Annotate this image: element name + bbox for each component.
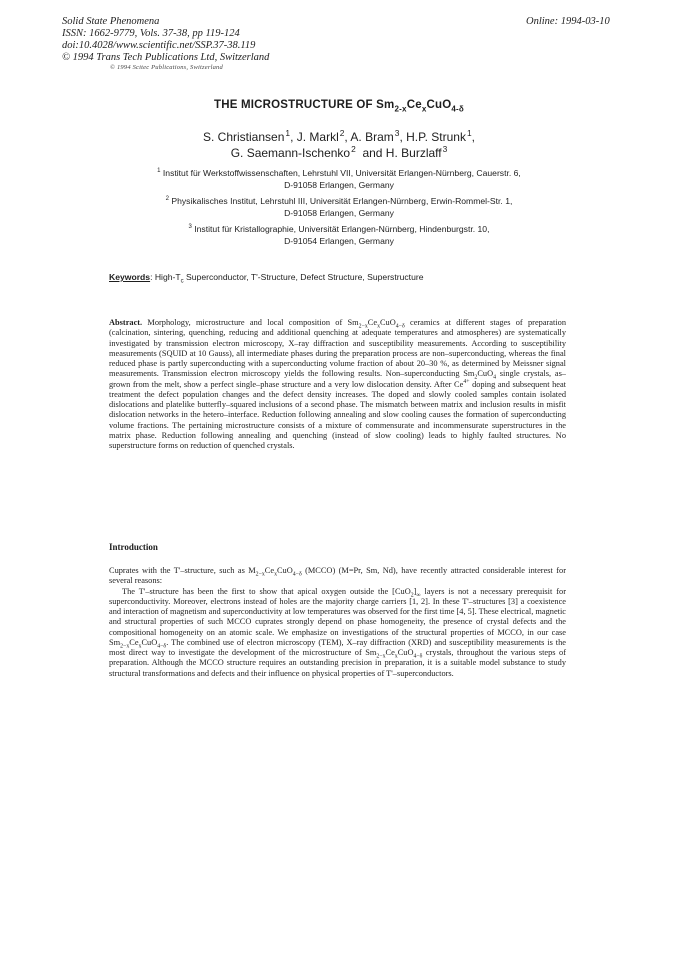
abstract: Abstract. Morphology, microstructure and local composition of $Sm_{2-x}Ce_xCuO_{4-\delta}$ ceramics at different stages of preparation (calcination, sintering, quenching, reducing and additional quenching at adequate temperatures and atmospheres) are systematically investigated by transmission electron microscopy, X–ray diffraction and susceptibility measurements. According to susceptibility measurements (SQUID at 10 Gauss), all intermediate phases during the preparation process are non–superconducting, whereas the final reduced phase is partly superconducting with a superconducting volume fraction of about 20–30 %, as determined by Meissner signal measurements. Transmission electron microscopy yields the following results. Non–superconducting $Sm_2CuO_4$ single crystals, as–grown from the melt, show a perfect single–phase structure and a very low dislocation density. After $Ce^{4+}$ doping and subsequent heat treatment the defect population changes and the defect density increases. The doped and slowly cooled samples contain isolated dislocations and platelike butterfly–squared inclusions of a second phase. The mismatch between matrix and inclusion results in misfit dislocation networks in the hetero–interface. Reduction following annealing and slow cooling causes the formation of superconducting volume fractions. The pertaining microstructure consists of a mixture of commensurate and incommensurate superstructures in the matrix phase. Reduction following annealing and quenching (instead of slow cooling) leads to highly faulted structures. No superstructure forms on reduction of quenched crystals.: [109, 318, 566, 450]
section-heading-introduction: Introduction: [109, 542, 158, 552]
issn-line: ISSN: 1662-9779, Vols. 37-38, pp 119-124: [62, 28, 240, 39]
intro-paragraph-2: The T'–structure has been the first to show that apical oxygen outside the $[CuO_2]_\infty$ layers is not a necessary prerequisit for superconductivity. Moreover, electrons instead of holes are the majority charge carriers [1, 2]. In these T'–structures [3] a coexistence and interaction of magnetism and superconductivity at low temperatures was observed for the first time [4, 5]. These electrical, magnetic and structural properties of such MCCO cuprates strongly depend on phase homogeneity, the presence of crystal defects and the compositional homogeneity on an atomic scale. We emphasize on investigations of the structural properties of MCCO, in our case $Sm_{2-x}Ce_xCuO_{4-\delta}$. The combined use of electron microscopy (TEM), X–ray diffraction (XRD) and susceptibility measurements is the most direct way to investigate the development of the microstructure of $Sm_{2-x}Ce_xCuO_{4-\delta}$ crystals, throughout the various steps of preparation. Although the MCCO structure requires an outstanding precision in preparation, it is a suitable model substance to study structural transformations and defects and their influence on physical properties of T'–superconductors.: [109, 586, 566, 678]
affiliation-2: $^2$ Physikalisches Institut, Lehrstuhl III, Universität Erlangen-Nürnberg, Erwin-Rommel-Str. 1, D-91058 Erlangen, Germany: [165, 196, 513, 218]
keywords: Keywords: High-$T_c$ Superconductor, T'-Structure, Defect Structure, Superstructure: [109, 272, 424, 285]
journal-name: Solid State Phenomena: [62, 16, 160, 27]
copyright-line: © 1994 Trans Tech Publications Ltd, Switzerland: [62, 52, 270, 63]
paper-title: THE MICROSTRUCTURE OF $Sm_{2-x}Ce_xCuO_{4-\delta}$: [213, 99, 465, 114]
abstract-label: Abstract.: [109, 318, 143, 327]
publication-info: [62, 16, 269, 64]
online-date: Online: 1994-03-10: [526, 16, 610, 27]
intro-paragraph-1: Cuprates with the T'–structure, such as $M_{2-x}Ce_xCuO_{4-\delta}$ (MCCO) (M=Pr, Sm, Nd), have recently attracted considerable interest for several reasons:: [109, 566, 566, 586]
print-copyright: © 1994 Scitec Publications, Switzerland: [110, 64, 223, 71]
author-list: S. Christiansen $^1$, J. Markl $^2$, A. Bram $^3$, H.P. Strunk $^1$, G. Saemann-Ischenko $^2$ and H. Burzlaff $^3$: [203, 128, 475, 160]
introduction-body: [109, 566, 566, 679]
affiliation-1: $^1$ Institut für Werkstoffwissenschaften, Lehrstuhl VII, Universität Erlangen-Nürnberg, Cauerstr. 6, D-91058 Erlangen, Germany: [157, 168, 521, 190]
keywords-label: Keywords: [109, 272, 151, 282]
doi-line: doi:10.4028/www.scientific.net/SSP.37-38.119: [62, 40, 256, 51]
affiliation-3: $^3$ Institut für Kristallographie, Universität Erlangen-Nürnberg, Hindenburgstr. 10, D-91054 Erlangen, Germany: [188, 224, 490, 246]
